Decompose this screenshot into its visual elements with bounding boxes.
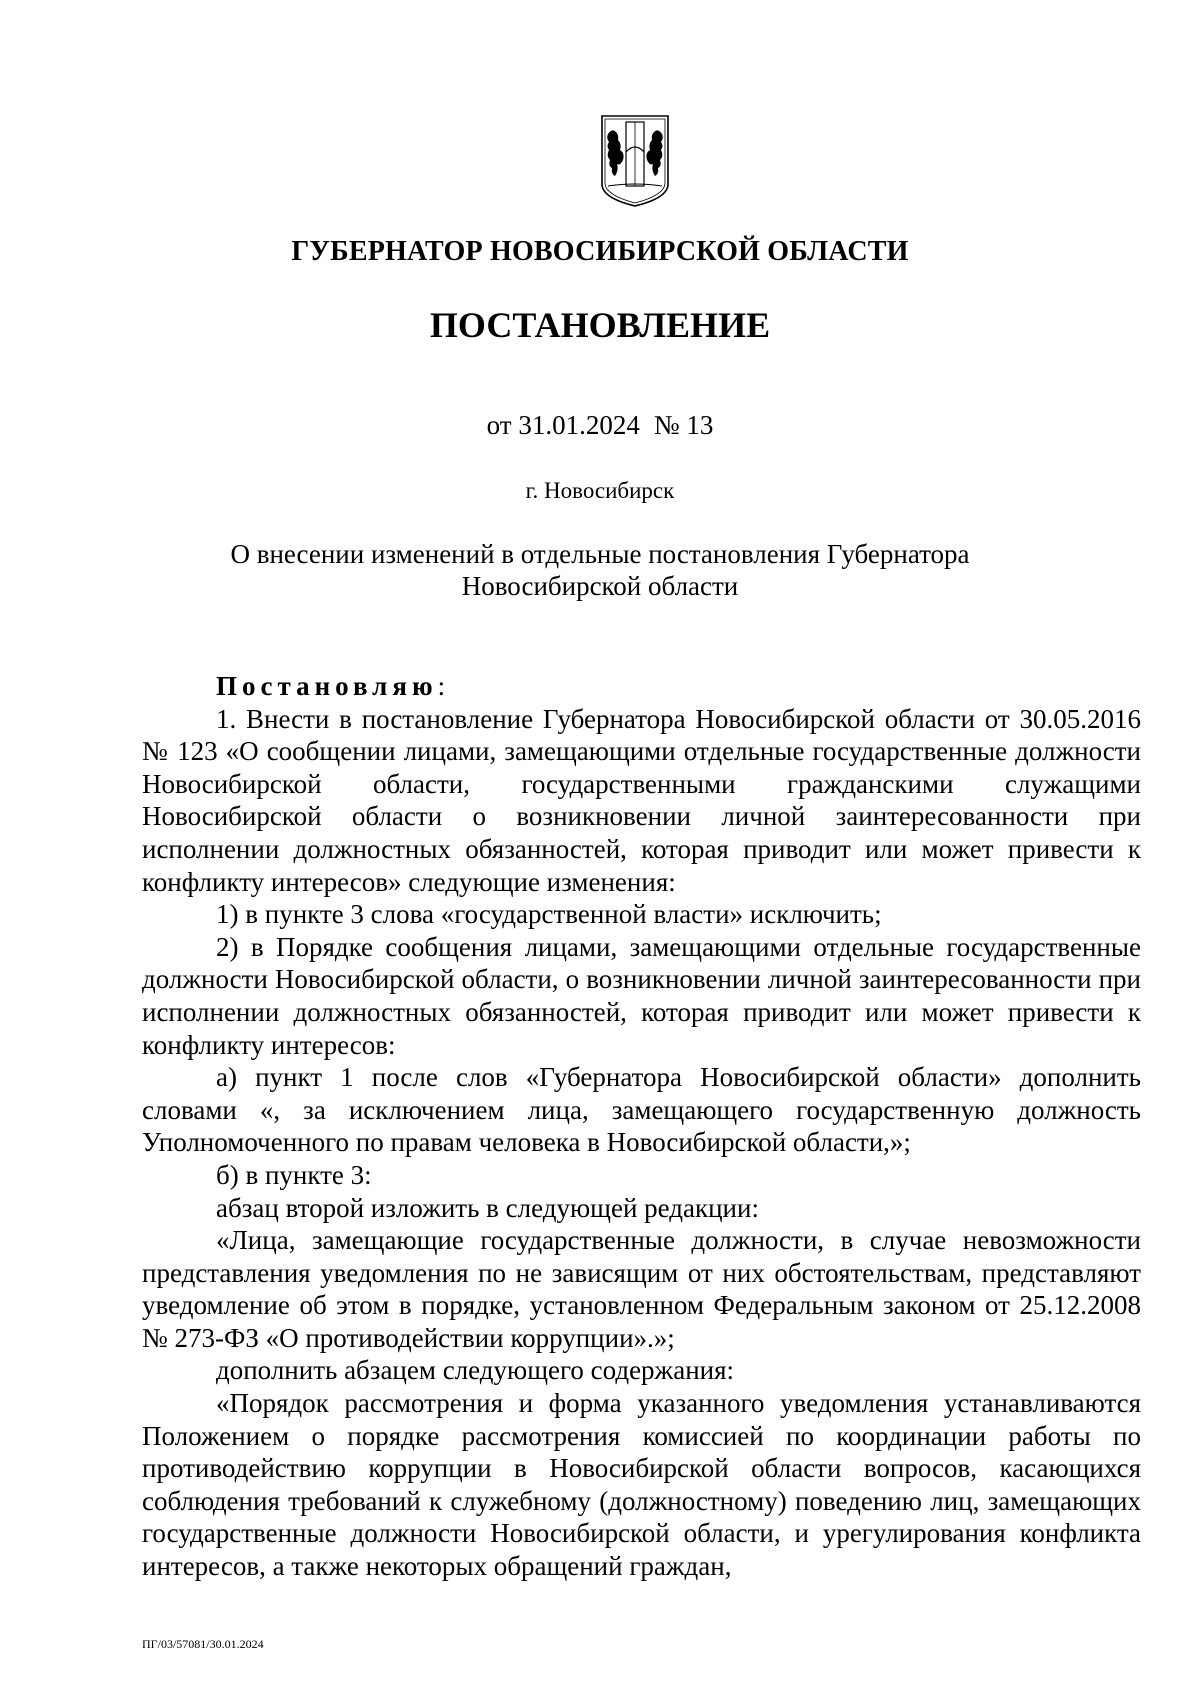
paragraph: б) в пункте 3: (216, 1159, 372, 1190)
paragraph: «Порядок рассмотрения и форма указанного уведомления устанавливаются Положением о порядке рассмотрения комиссией по координации работы по противодействию коррупции в Новосибирской области вопросов, касающихся соблюдения требований к служебному (должностному) поведению лиц, замещающих государственные должности Новосибирской области, и урегулирования конфликта интересов, а также некоторых обращений граждан, (142, 1388, 1141, 1582)
decree-colon: : (437, 671, 446, 701)
issuing-authority: ГУБЕРНАТОР НОВОСИБИРСКОЙ ОБЛАСТИ (291, 236, 909, 267)
paragraph: 1. Внести в постановление Губернатора Новосибирской области от 30.05.2016 № 123 «О сообщении лицами, замещающими отдельные государственные должности Новосибирской области, государственными гражданскими служащими Новосибирской области о возникновении личной заинтересованности при исполнении должностных обязанностей, которая приводит или может привести к конфликту интересов» следующие изменения: (142, 703, 1141, 897)
subject-line: Новосибирской области (461, 571, 739, 601)
document-number: № 13 (653, 410, 714, 440)
registration-code: ПГ/03/57081/30.01.2024 (142, 1637, 264, 1651)
coat-of-arms-icon (600, 112, 670, 208)
document-date: 31.01.2024 (518, 410, 640, 440)
date-prefix: от (486, 410, 512, 440)
paragraph: дополнить абзацем следующего содержания: (216, 1355, 735, 1386)
document-body (142, 670, 1141, 1583)
document-type: ПОСТАНОВЛЕНИЕ (429, 305, 771, 345)
paragraph: а) пункт 1 после слов «Губернатора Новосибирской области» дополнить словами «, за исключением лица, замещающего государственную должность Уполномоченного по правам человека в Новосибирской области,»; (142, 1062, 1141, 1158)
document-subject (200, 538, 1000, 602)
city: г. Новосибирск (525, 478, 675, 503)
paragraph: 1) в пункте 3 слова «государственной власти» исключить; (216, 899, 882, 930)
subject-line: О внесении изменений в отдельные постановления Губернатора (230, 539, 970, 569)
paragraph: 2) в Порядке сообщения лицами, замещающими отдельные государственные должности Новосибирской области, о возникновении личной заинтересованности при исполнении должностных обязанностей, которая приводит или может привести к конфликту интересов: (142, 931, 1141, 1060)
paragraph: абзац второй изложить в следующей редакции: (216, 1192, 759, 1223)
paragraph: «Лица, замещающие государственные должности, в случае невозможности представления уведомления по не зависящим от них обстоятельствам, представляют уведомление об этом в порядке, установленном Федеральным законом от 25.12.2008 № 273-ФЗ «О противодействии коррупции».»; (142, 1225, 1141, 1353)
decree-heading (142, 670, 1141, 703)
decree-word: Постановляю (216, 671, 438, 701)
date-number-line (0, 410, 1200, 441)
